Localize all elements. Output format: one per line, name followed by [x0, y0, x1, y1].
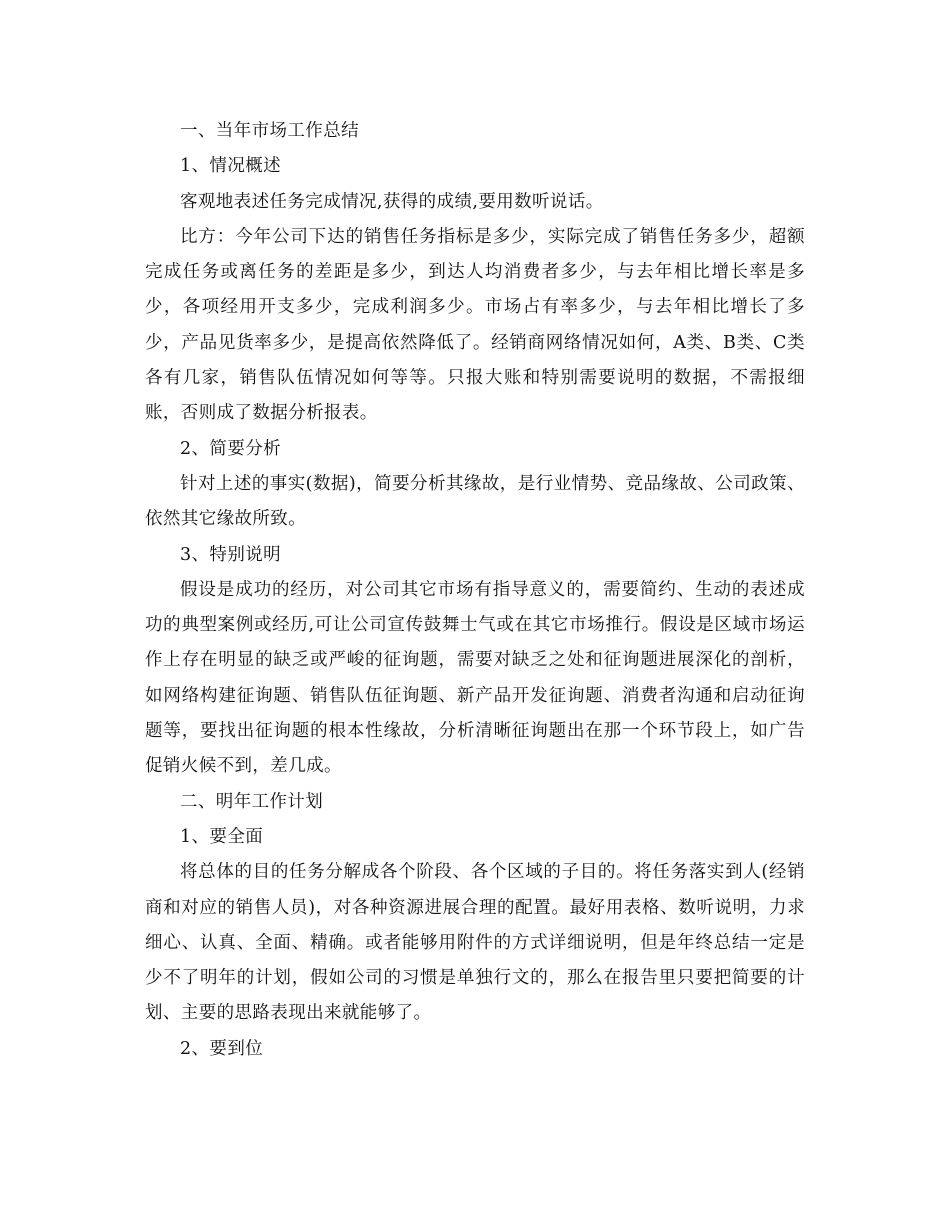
- paragraph-overview: 客观地表述任务完成情况,获得的成绩,要用数听说话。: [180, 191, 604, 212]
- section-heading-next-year-plan: 二、明年工作计划: [180, 791, 324, 812]
- subheading-in-place: 2、要到位: [180, 1038, 264, 1059]
- subheading-brief-analysis: 2、简要分析: [180, 438, 282, 459]
- subheading-overview: 1、情况概述: [180, 156, 282, 177]
- document-body: [145, 114, 805, 1067]
- paragraph-example: 比方：今年公司下达的销售任务指标是多少，实际完成了销售任务多少，超额完成任务或离任务的差距是多少，到达人均消费者多少，与去年相比增长率是多少，各项经用开支多少，完成利润多少。市场占有率多少，与去年相比增长了多少，产品见货率多少，是提高依然降低了。经销商网络情况如何，A类、B类、C类各有几家，销售队伍情况如何等等。只报大账和特别需要说明的数据，不需报细账，否则成了数据分析报表。: [145, 226, 805, 424]
- paragraph-analysis: 针对上述的事实(数据)，简要分析其缘故，是行业情势、竞品缘故、公司政策、依然其它缘故所致。: [145, 473, 805, 530]
- section-heading-market-summary: 一、当年市场工作总结: [180, 121, 359, 141]
- paragraph-comprehensive: 将总体的目的任务分解成各个阶段、各个区域的子目的。将任务落实到人(经销商和对应的销售人员)，对各种资源进展合理的配置。最好用表格、数听说明，力求细心、认真、全面、精确。或者能够用附件的方式详细说明，但是年终总结一定是少不了明年的计划，假如公司的习惯是单独行文的，那么在报告里只要把简要的计划、主要的思路表现出来就能够了。: [145, 862, 805, 1024]
- subheading-comprehensive: 1、要全面: [180, 826, 264, 847]
- subheading-special-notes: 3、特别说明: [180, 544, 282, 565]
- paragraph-special-notes: 假设是成功的经历，对公司其它市场有指导意义的，需要简约、生动的表述成功的典型案例或经历,可让公司宣传鼓舞士气或在其它市场推行。假设是区域市场运作上存在明显的缺乏或严峻的征询题，需要对缺乏之处和征询题进展深化的剖析，如网络构建征询题、销售队伍征询题、新产品开发征询题、消费者沟通和启动征询题等，要找出征询题的根本性缘故，分析清晰征询题出在那一个环节段上，如广告促销火候不到，差几成。: [145, 579, 805, 777]
